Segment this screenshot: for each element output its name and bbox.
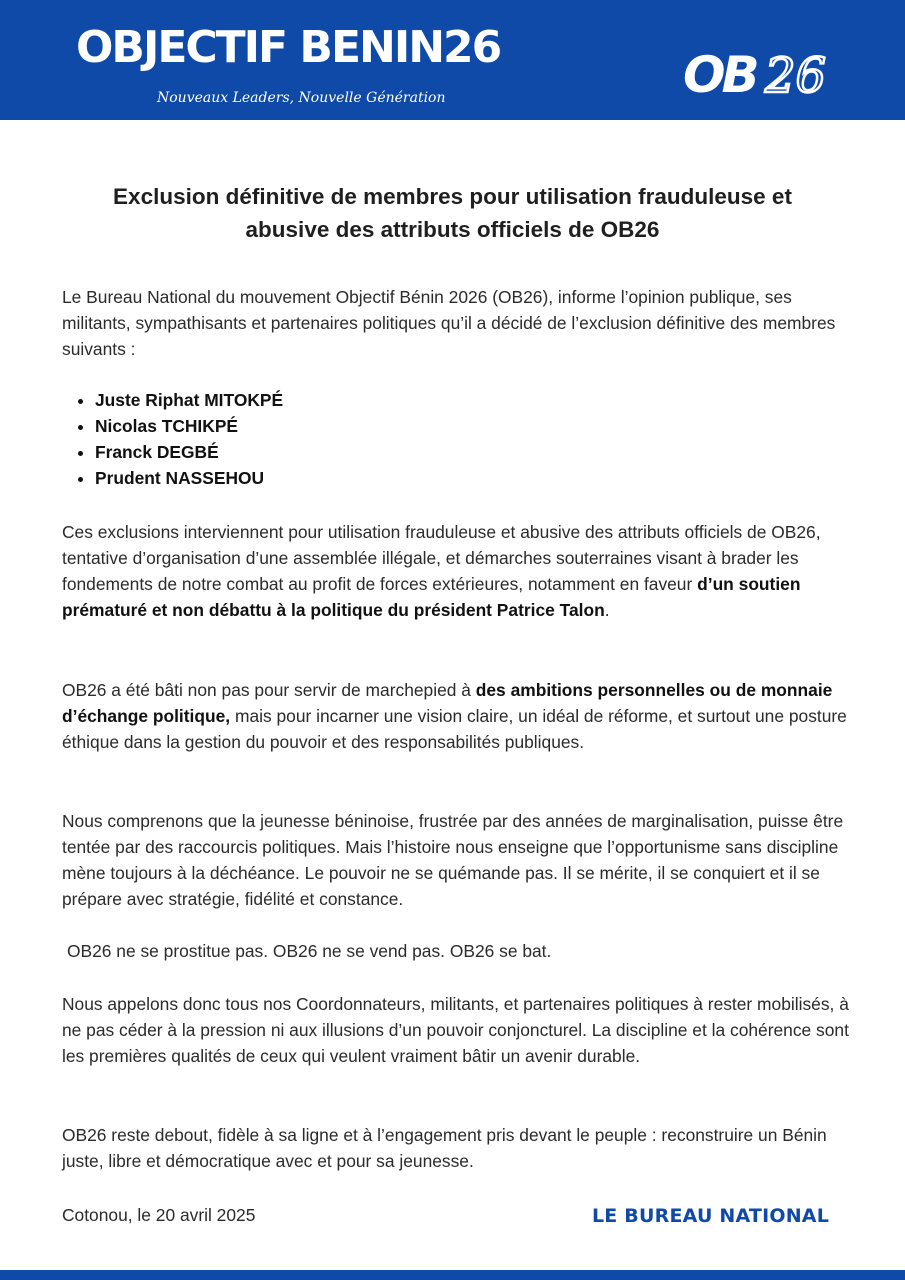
title-line-1: Exclusion définitive de membres pour utilisation frauduleuse et [113, 184, 792, 209]
place-date: Cotonou, le 20 avril 2025 [62, 1205, 256, 1225]
mission-end: mais pour incarner une vision claire, un idéal de réforme, et surtout une posture éthique dans la gestion du pouvoir et des responsabilités publiques. [62, 706, 847, 752]
member-item: • Nicolas TCHIKPÉ [95, 413, 283, 439]
excluded-members-list [62, 387, 283, 491]
mission-paragraph [62, 677, 852, 755]
document-title [40, 180, 865, 246]
member-item: • Juste Riphat MITOKPÉ [95, 387, 283, 413]
exclusion-reasons-paragraph [62, 519, 852, 623]
reasons-bold: d’un soutien prématuré et non débattu à la politique du président Patrice Talon [62, 574, 801, 620]
youth-paragraph: Nous comprenons que la jeunesse béninoise, frustrée par des années de marginalisation, puisse être tentée par des raccourcis politiques. Mais l’histoire nous enseigne que l’opportunisme sans discipline mène toujours à la déchéance. Le pouvoir ne se quémande pas. Il se mérite, il se conquiert et il se prépare avec stratégie, fidélité et constance. [62, 811, 844, 909]
mission-bold: des ambitions personnelles ou de monnaie d’échange politique, [62, 680, 833, 726]
intro-paragraph: Le Bureau National du mouvement Objectif Bénin 2026 (OB26), informe l’opinion publique, ses militants, sympathisants et partenaires politiques qu’il a décidé de l’exclusion définitive des membres suivants : [62, 287, 836, 359]
reasons-text: Ces exclusions interviennent pour utilisation frauduleuse et abusive des attributs officiels de OB26, tentative d’organisation d’une assemblée illégale, et démarches souterraines visant à brader les fondements de notre combat au profit de forces extérieures, notamment en faveur [62, 522, 821, 594]
closing-paragraph: OB26 reste debout, fidèle à sa ligne et à l’engagement pris devant le peuple : reconstruire un Bénin juste, libre et démocratique avec et pour sa jeunesse. [62, 1125, 827, 1171]
signature: LE BUREAU NATIONAL [592, 1205, 830, 1227]
ob26-logo-icon [683, 42, 843, 102]
reasons-end: . [604, 600, 610, 620]
logo-suffix: 26 [765, 48, 827, 102]
brand-name: OBJECTIF BENIN26 [76, 22, 501, 73]
member-item: • Franck DEGBÉ [95, 439, 283, 465]
member-item: • Prudent NASSEHOU [95, 465, 283, 491]
slogan-paragraph: OB26 ne se prostitue pas. OB26 ne se vend pas. OB26 se bat. [67, 941, 552, 961]
footer-bar [0, 1270, 905, 1280]
title-line-2: abusive des attributs officiels de OB26 [245, 217, 660, 242]
call-to-action-paragraph: Nous appelons donc tous nos Coordonnateurs, militants, et partenaires politiques à rester mobilisés, à ne pas céder à la pression ni aux illusions d’un pouvoir conjoncturel. La discipline et la cohérence sont les premières qualités de ceux qui veulent vraiment bâtir un avenir durable. [62, 994, 849, 1066]
logo-prefix: OB [683, 46, 756, 102]
mission-text: OB26 a été bâti non pas pour servir de marchepied à [62, 680, 476, 700]
header-banner [0, 0, 905, 120]
brand-tagline: Nouveaux Leaders, Nouvelle Génération [157, 90, 446, 106]
